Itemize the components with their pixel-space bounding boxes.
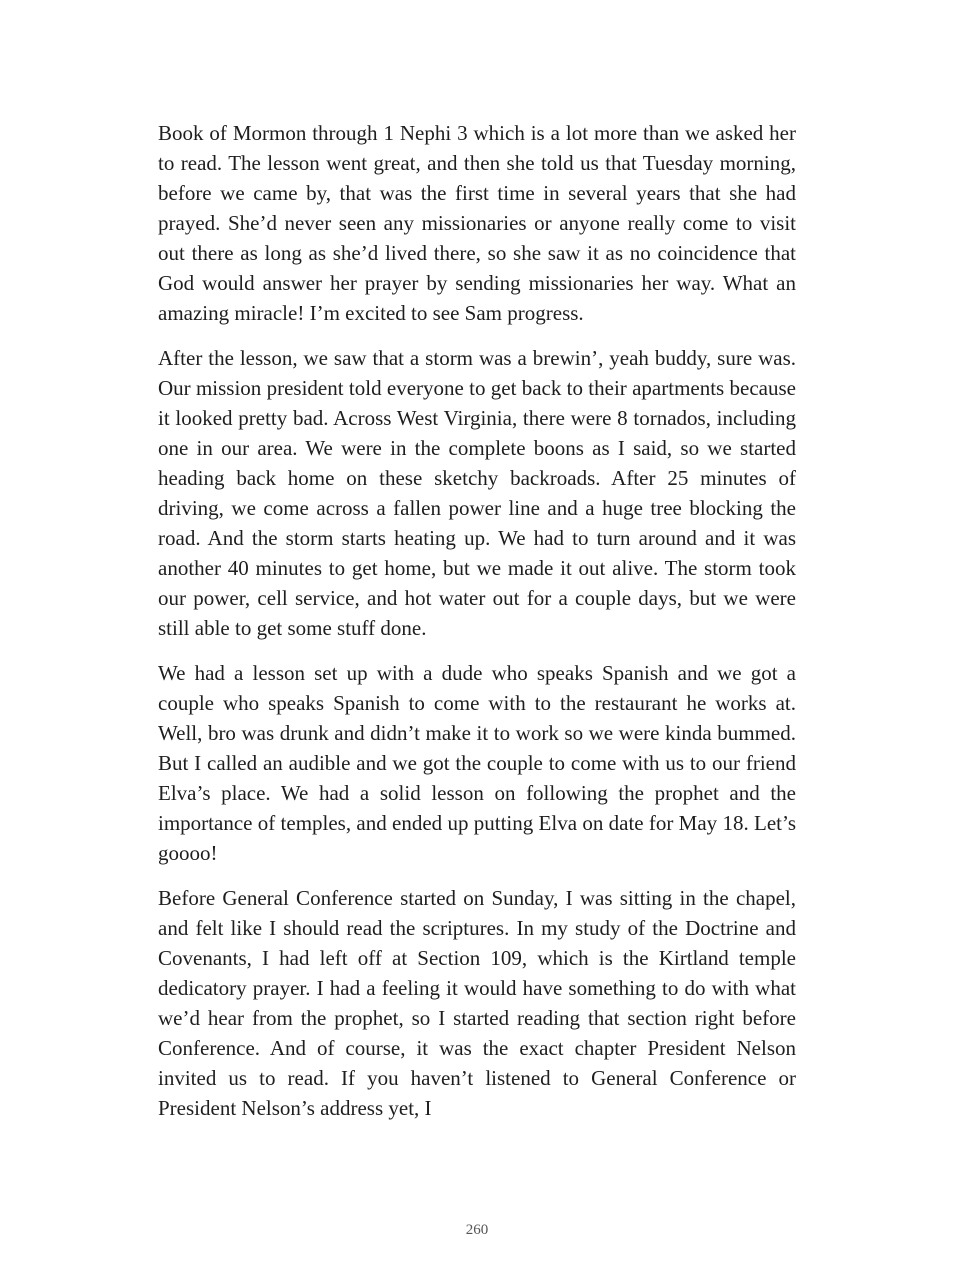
paragraph-2: After the lesson, we saw that a storm was a brewin’, yeah buddy, sure was. Our mission president told everyone to get back to their apartments because it looked pretty bad. Across West Virginia, there were 8 tornados, including one in our area. We were in the complete boons as I said, so we started heading back home on these sketchy backroads. After 25 minutes of driving, we come across a fallen power line and a huge tree blocking the road. And the storm starts heating up. We had to turn around and it was another 40 minutes to get home, but we made it out alive. The storm took our power, cell service, and hot water out for a couple days, but we were still able to get some stuff done.: [158, 346, 796, 640]
page-number: 260: [465, 1222, 489, 1238]
paragraph-1: Book of Mormon through 1 Nephi 3 which is a lot more than we asked her to read. The lesson went great, and then she told us that Tuesday morning, before we came by, that was the first time in several years that she had prayed. She’d never seen any missionaries or anyone really come to visit out there as long as she’d lived there, so she saw it as no coincidence that God would answer her prayer by sending missionaries her way. What an amazing miracle! I’m excited to see Sam progress.: [158, 121, 796, 325]
page-body: [158, 118, 796, 1138]
paragraph-4: Before General Conference started on Sunday, I was sitting in the chapel, and felt like I should read the scriptures. In my study of the Doctrine and Covenants, I had left off at Section 109, which is the Kirtland temple dedicatory prayer. I had a feeling it would have something to do with what we’d hear from the prophet, so I started reading that section right before Conference. And of course, it was the exact chapter President Nelson invited us to read. If you haven’t listened to General Conference or President Nelson’s address yet, I: [158, 886, 796, 1120]
paragraph-3: We had a lesson set up with a dude who speaks Spanish and we got a couple who speaks Spanish to come with to the restaurant he works at. Well, bro was drunk and didn’t make it to work so we were kinda bummed. But I called an audible and we got the couple to come with us to our friend Elva’s place. We had a solid lesson on following the prophet and the importance of temples, and ended up putting Elva on date for May 18. Let’s goooo!: [158, 661, 796, 865]
